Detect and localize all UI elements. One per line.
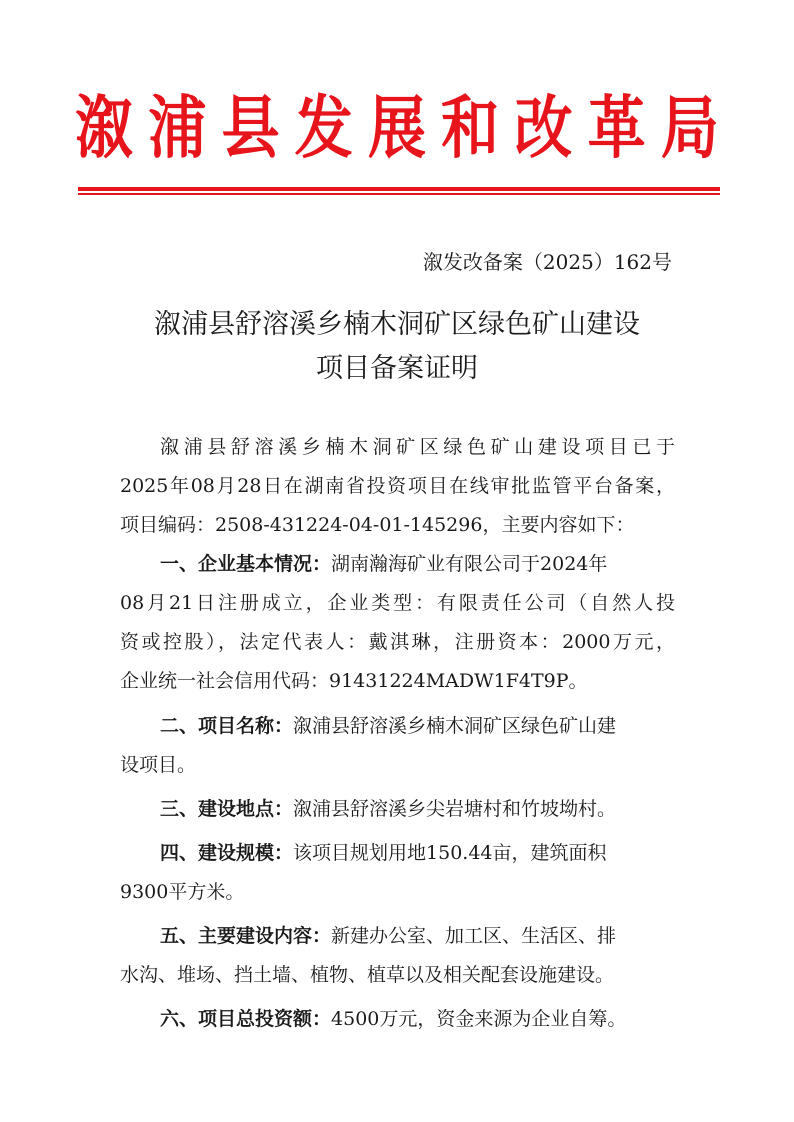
- section-1-line-2: 08月21日注册成立，企业类型：有限责任公司（自然人投: [120, 592, 675, 614]
- section-3-line-1: [120, 790, 675, 829]
- section-location: [120, 790, 675, 829]
- title-line-1: 溆浦县舒溶溪乡楠木洞矿区绿色矿山建设: [154, 309, 640, 340]
- intro-line-1: 溆浦县舒溶溪乡楠木洞矿区绿色矿山建设项目已于: [160, 436, 675, 458]
- intro-line-2: 2025年08月28日在湖南省投资项目在线审批监管平台备案，: [120, 475, 675, 497]
- section-5-line-2: 水沟、堆场、挡土墙、植物、植草以及相关配套设施建设。: [120, 964, 615, 986]
- agency-char: 革: [587, 87, 646, 169]
- section-1-line-3: 资或控股），法定代表人：戴淇琳，注册资本：2000万元，: [120, 631, 675, 653]
- section-1-text: 湖南瀚海矿业有限公司于2024年: [331, 553, 608, 575]
- agency-header: [75, 88, 719, 168]
- header-rule-thick: [78, 187, 720, 191]
- section-content: [120, 917, 675, 995]
- document-title: [100, 303, 694, 391]
- agency-char: 县: [221, 87, 280, 169]
- section-1-line-1: [120, 545, 675, 584]
- section-enterprise-info: [120, 545, 675, 701]
- header-rule-thin: [78, 193, 720, 195]
- agency-char: 发: [294, 87, 353, 169]
- section-investment: [120, 1000, 675, 1039]
- intro-paragraph: [120, 428, 675, 545]
- section-project-name: [120, 707, 675, 785]
- section-2-text: 溆浦县舒溶溪乡楠木洞矿区绿色矿山建: [293, 715, 617, 737]
- section-scale: [120, 834, 675, 912]
- section-1-line-4: 企业统一社会信用代码：91431224MADW1F4T9P。: [120, 670, 588, 692]
- section-6-label: 六、项目总投资额：: [160, 1008, 332, 1030]
- agency-char: 展: [367, 87, 426, 169]
- section-4-label: 四、建设规模：: [160, 842, 294, 864]
- agency-char: 局: [660, 87, 719, 169]
- section-5-line-1: [120, 917, 675, 956]
- section-4-line-1: [120, 834, 675, 873]
- section-3-text: 溆浦县舒溶溪乡尖岩塘村和竹坡坳村。: [293, 798, 617, 820]
- section-2-label: 二、项目名称：: [160, 715, 294, 737]
- document-number: 溆发改备案（2025）162号: [422, 250, 672, 274]
- section-6-line-1: [120, 1000, 675, 1039]
- section-6-text: 4500万元，资金来源为企业自筹。: [331, 1008, 627, 1030]
- title-line-2: 项目备案证明: [316, 353, 478, 384]
- agency-char: 和: [441, 87, 500, 169]
- agency-char: 溆: [75, 87, 134, 169]
- section-5-label: 五、主要建设内容：: [160, 925, 332, 947]
- section-1-label: 一、企业基本情况：: [160, 553, 332, 575]
- section-4-text: 该项目规划用地150.44亩，建筑面积: [293, 842, 607, 864]
- section-2-line-1: [120, 707, 675, 746]
- section-5-text: 新建办公室、加工区、生活区、排: [331, 925, 617, 947]
- intro-line-3: 项目编码：2508-431224-04-01-145296，主要内容如下：: [120, 514, 635, 536]
- section-4-line-2: 9300平方米。: [120, 881, 245, 903]
- section-2-line-2: 设项目。: [120, 754, 197, 776]
- agency-char: 改: [514, 87, 573, 169]
- agency-char: 浦: [148, 87, 207, 169]
- section-3-label: 三、建设地点：: [160, 798, 294, 820]
